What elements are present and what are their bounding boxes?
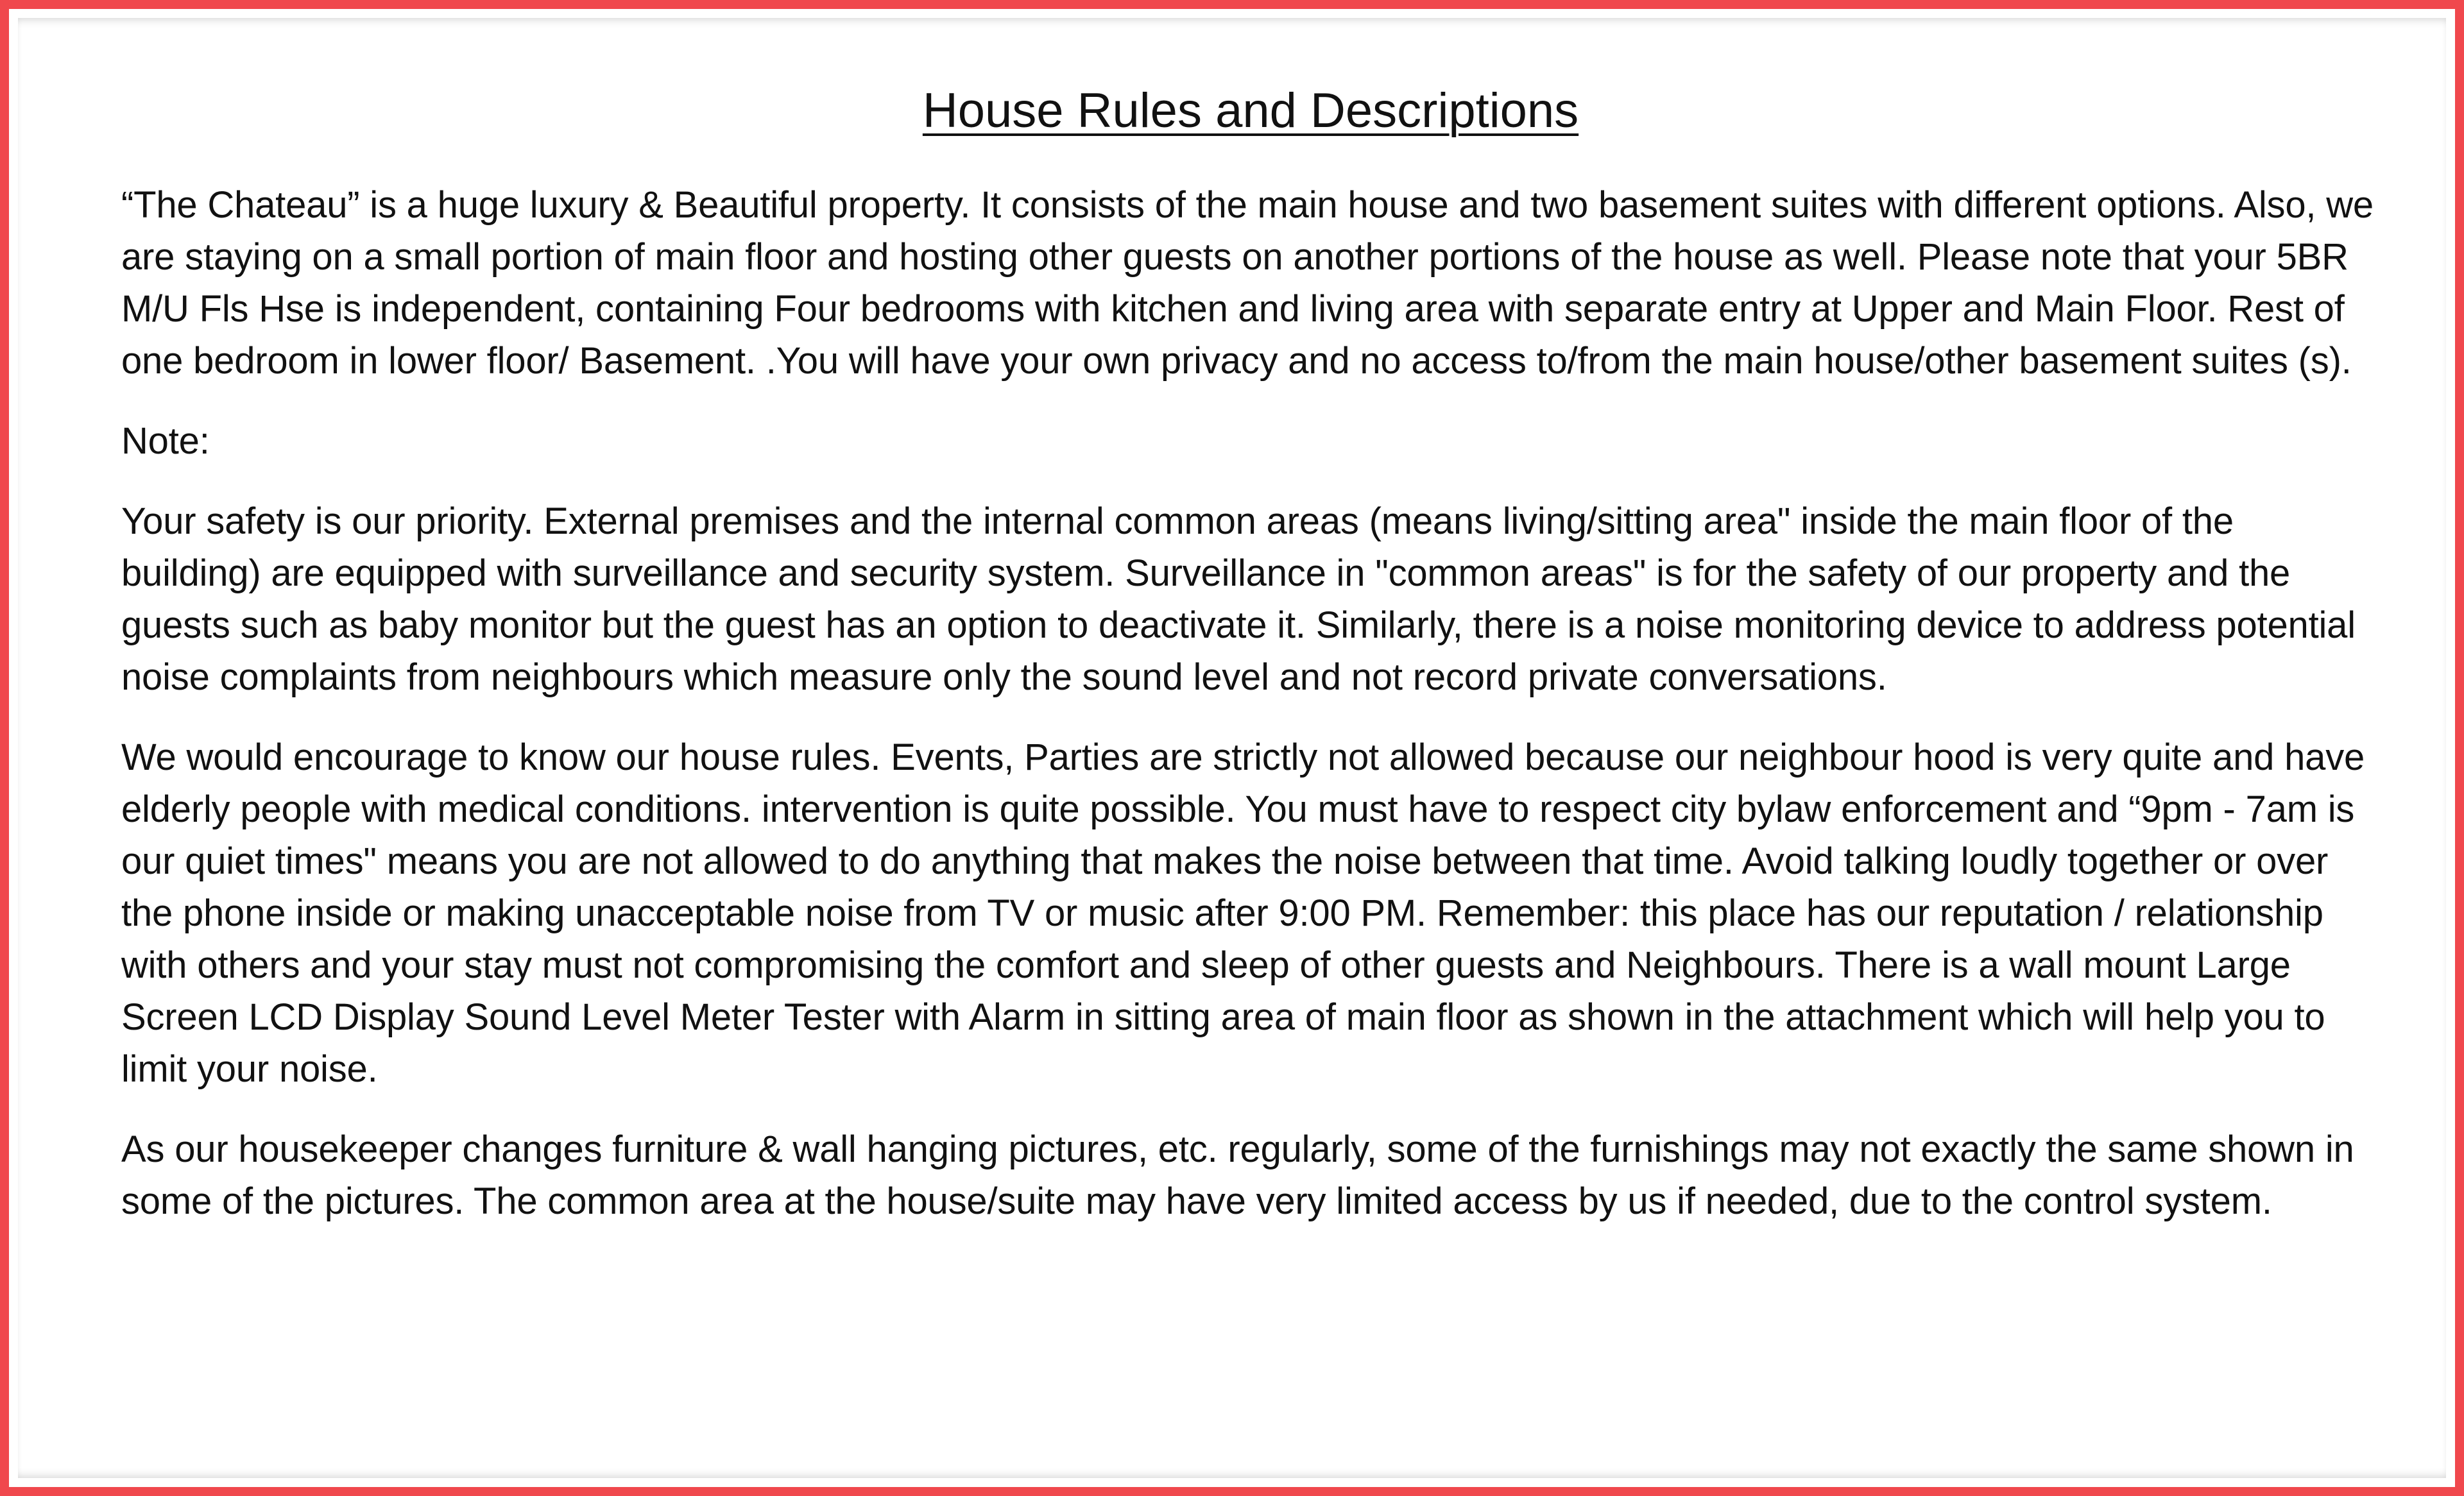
safety-paragraph: Your safety is our priority. External premises and the internal common areas (means living/sitting area" inside the main floor of the building) are equipped with surveillance and security system. Surveillance in "common areas" is for the safety of our property and the guests such as baby monitor but the guest has an option to deactivate it. Similarly, there is a noise monitoring device to address potential noise complaints from neighbours which measure only the sound level and not record private conversations. xyxy=(121,500,2356,698)
house-rules-paragraph: We would encourage to know our house rules. Events, Parties are strictly not allowed because our neighbour hood is very quite and have elderly people with medical conditions. intervention is quite possible. You must have to respect city bylaw enforcement and “9pm - 7am is our quiet times" means you are not allowed to do anything that makes the noise between that time. Avoid talking loudly together or over the phone inside or making unacceptable noise from TV or music after 9:00 PM. Remember: this place has our reputation / relationship with others and your stay must not compromising the comfort and sleep of other guests and Neighbours. There is a wall mount Large Screen LCD Display Sound Level Meter Tester with Alarm in sitting area of main floor as shown in the attachment which will help you to limit your noise. xyxy=(121,736,2365,1090)
furnishings-paragraph: As our housekeeper changes furniture & wall hanging pictures, etc. regularly, some of the furnishings may not exactly the same shown in some of the pictures. The common area at the house/suite may have very limited access by us if needed, due to the control system. xyxy=(121,1128,2354,1222)
note-label: Note: xyxy=(121,420,210,462)
document-title: House Rules and Descriptions xyxy=(922,83,1579,138)
document-body xyxy=(121,76,2380,1255)
intro-paragraph: “The Chateau” is a huge luxury & Beautiful property. It consists of the main house and two basement suites with different options. Also, we are staying on a small portion of main floor and hosting other guests on another portions of the house as well. Please note that your 5BR M/U Fls Hse is independent, containing Four bedrooms with kitchen and living area with separate entry at Upper and Main Floor. Rest of one bedroom in lower floor/ Basement. .You will have your own privacy and no access to/from the main house/other basement suites (s). xyxy=(121,184,2374,382)
